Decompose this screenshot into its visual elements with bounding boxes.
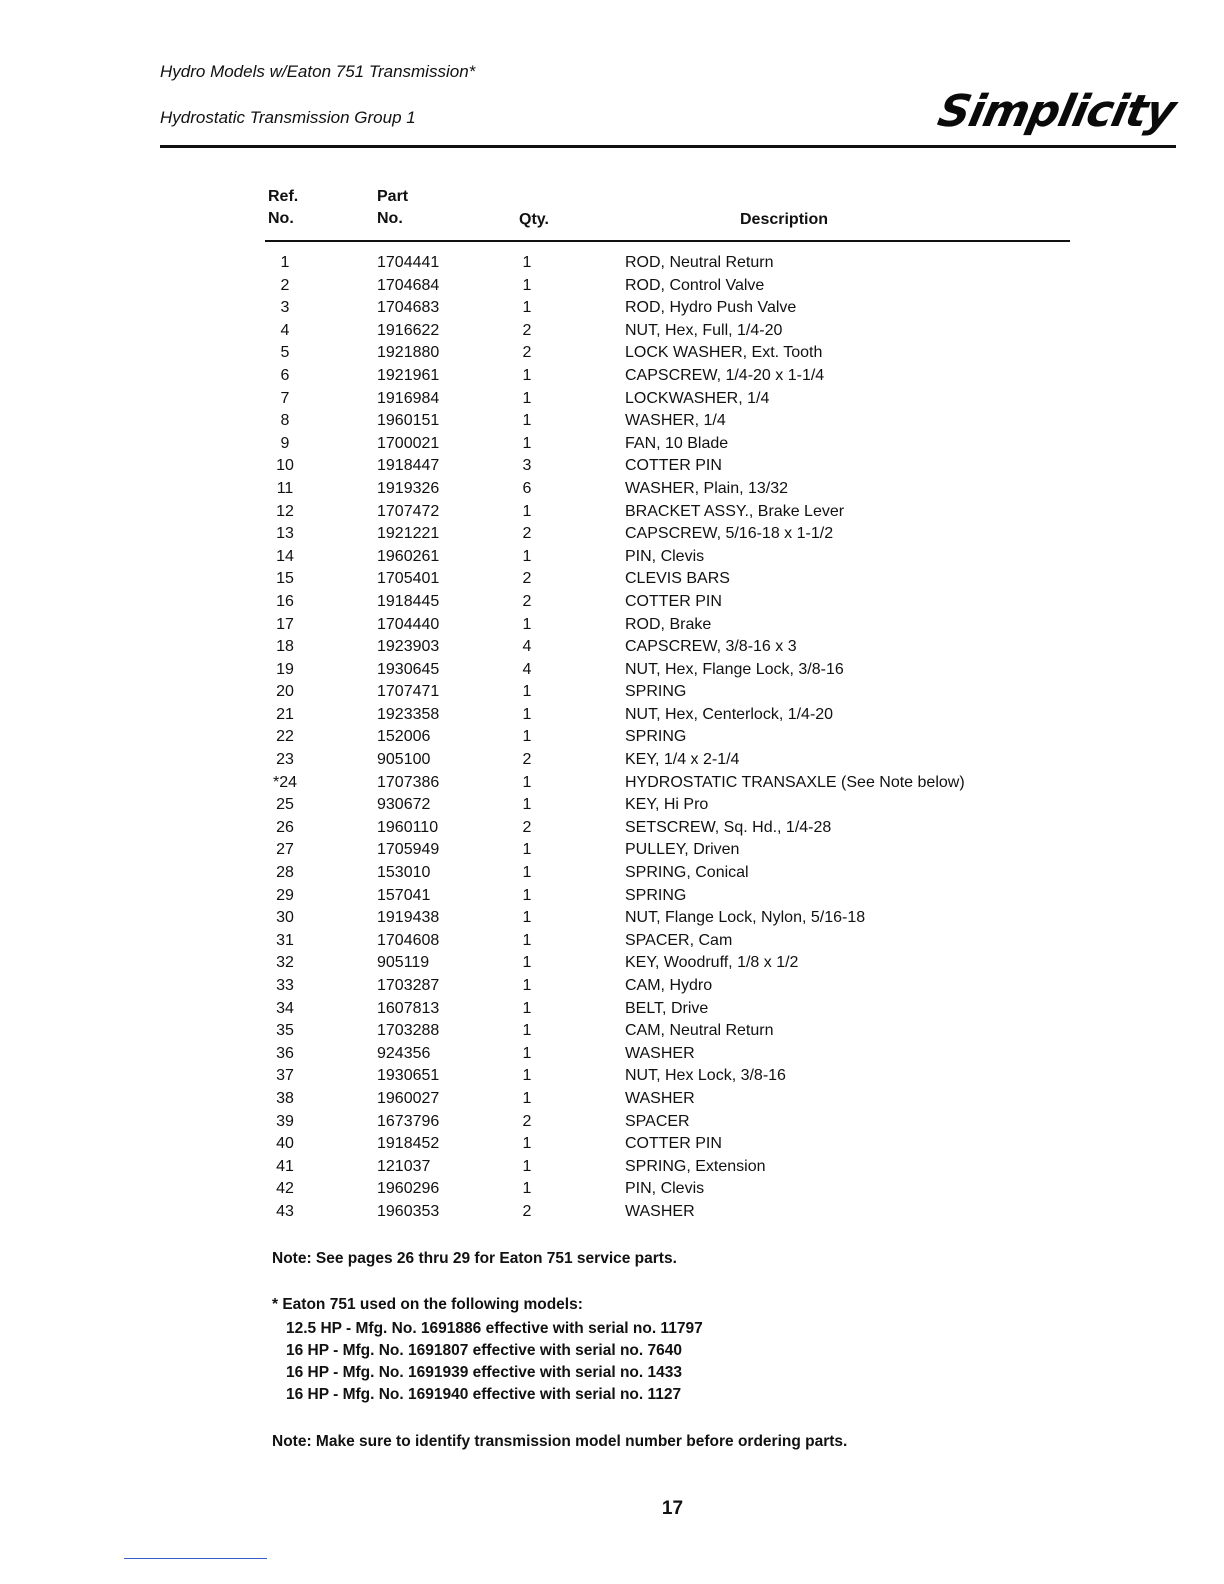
part-no-cell: 1704441 [377, 254, 440, 271]
part-no-cell: 1960296 [377, 1180, 440, 1198]
col-header-part-top: Part [377, 188, 409, 205]
description-cell: WASHER [625, 1202, 695, 1220]
description-cell: SPRING [625, 728, 687, 746]
qty-cell: 3 [522, 457, 532, 475]
table-header-divider [265, 240, 1070, 242]
bottom-link-underline [124, 1558, 267, 1559]
table-row [0, 772, 1224, 795]
qty-cell: 2 [522, 592, 532, 610]
description-cell: SPACER [625, 1112, 690, 1130]
table-row [0, 1201, 1224, 1224]
table-row [0, 275, 1224, 298]
ref-no-cell: 9 [280, 434, 290, 452]
part-no-cell: 1700021 [377, 434, 440, 452]
ref-no-cell: 1 [280, 254, 290, 271]
part-no-cell: 1707472 [377, 502, 440, 520]
table-row [0, 1020, 1224, 1043]
qty-cell: 1 [522, 299, 532, 317]
qty-cell: 1 [522, 1044, 532, 1062]
qty-cell: 1 [522, 502, 532, 520]
description-cell: PIN, Clevis [625, 547, 705, 565]
description-cell: PIN, Clevis [625, 1180, 705, 1198]
qty-cell: 1 [522, 728, 532, 746]
ref-no-cell: 15 [276, 570, 294, 588]
qty-cell: 1 [522, 1067, 532, 1085]
part-no-cell: 1916622 [377, 321, 440, 339]
part-no-cell: 930672 [377, 796, 431, 814]
description-cell: NUT, Hex Lock, 3/8-16 [625, 1067, 786, 1085]
part-no-cell: 153010 [377, 864, 431, 882]
header-divider [160, 145, 1176, 148]
table-row [0, 704, 1224, 727]
description-cell: SETSCREW, Sq. Hd., 1/4-28 [625, 818, 832, 836]
model-line: 12.5 HP - Mfg. No. 1691886 effective with serial no. 11797 [286, 1320, 703, 1337]
ref-no-cell: 29 [276, 886, 294, 904]
ref-no-cell: 39 [276, 1112, 294, 1130]
table-row [0, 365, 1224, 388]
ref-no-cell: 36 [276, 1044, 294, 1062]
qty-cell: 1 [522, 434, 532, 452]
table-row [0, 839, 1224, 862]
qty-cell: 1 [522, 977, 532, 994]
part-no-cell: 1607813 [377, 999, 440, 1017]
description-cell: CAPSCREW, 5/16-18 x 1-1/2 [625, 525, 834, 543]
description-cell: KEY, Hi Pro [625, 796, 709, 814]
model-line: 16 HP - Mfg. No. 1691939 effective with serial no. 1433 [286, 1364, 682, 1381]
table-row [0, 410, 1224, 433]
description-cell: WASHER, Plain, 13/32 [625, 479, 789, 497]
part-no-cell: 1704683 [377, 299, 440, 317]
description-cell: ROD, Control Valve [625, 276, 765, 294]
ref-no-cell: 25 [276, 796, 294, 814]
service-parts-note: Note: See pages 26 thru 29 for Eaton 751 service parts. [272, 1250, 677, 1267]
ref-no-cell: 6 [280, 366, 290, 384]
ref-no-cell: 40 [276, 1135, 294, 1153]
table-row [0, 681, 1224, 704]
ref-no-cell: 38 [276, 1089, 294, 1107]
table-row [0, 523, 1224, 546]
model-line: 16 HP - Mfg. No. 1691807 effective with serial no. 7640 [286, 1342, 682, 1359]
ref-no-cell: 41 [276, 1157, 294, 1175]
ref-no-cell: 17 [276, 615, 294, 633]
table-row [0, 546, 1224, 569]
qty-cell: 1 [522, 615, 532, 633]
part-no-cell: 1921961 [377, 366, 440, 384]
qty-cell: 1 [522, 547, 532, 565]
qty-cell: 1 [522, 1180, 532, 1198]
part-no-cell: 1916984 [377, 389, 440, 407]
qty-cell: 1 [522, 412, 532, 430]
parts-table-body [0, 252, 1224, 1224]
ref-no-cell: 37 [276, 1067, 294, 1085]
qty-cell: 2 [522, 570, 532, 588]
part-no-cell: 1919438 [377, 909, 440, 927]
table-row [0, 320, 1224, 343]
part-no-cell: 1704608 [377, 931, 440, 949]
table-row [0, 501, 1224, 524]
qty-cell: 1 [522, 254, 532, 271]
description-cell: SPRING, Extension [625, 1157, 766, 1175]
qty-cell: 2 [522, 1112, 532, 1130]
description-cell: LOCK WASHER, Ext. Tooth [625, 344, 823, 362]
part-no-cell: 905100 [377, 751, 431, 769]
ref-no-cell: 43 [276, 1202, 294, 1220]
qty-cell: 2 [522, 344, 532, 362]
table-row [0, 1065, 1224, 1088]
part-no-cell: 152006 [377, 728, 431, 746]
qty-cell: 1 [522, 1022, 532, 1040]
qty-cell: 1 [522, 796, 532, 814]
part-no-cell: 1918447 [377, 457, 440, 475]
identify-model-note: Note: Make sure to identify transmission model number before ordering parts. [272, 1433, 848, 1450]
col-header-part-bottom: No. [377, 210, 403, 227]
table-row [0, 952, 1224, 975]
ref-no-cell: 34 [276, 999, 294, 1017]
models-heading: * Eaton 751 used on the following models: [272, 1296, 583, 1313]
header-model-title: Hydro Models w/Eaton 751 Transmission* [160, 62, 476, 81]
ref-no-cell: 33 [276, 977, 294, 994]
ref-no-cell: 20 [276, 683, 294, 701]
ref-no-cell: *24 [272, 773, 298, 791]
part-no-cell: 1921880 [377, 344, 440, 362]
ref-no-cell: 30 [276, 909, 294, 927]
ref-no-cell: 2 [280, 276, 290, 294]
table-row [0, 455, 1224, 478]
col-header-ref-bottom: No. [268, 210, 294, 227]
qty-cell: 1 [522, 909, 532, 927]
model-line: 16 HP - Mfg. No. 1691940 effective with serial no. 1127 [286, 1386, 682, 1403]
qty-cell: 4 [522, 660, 532, 678]
ref-no-cell: 12 [276, 502, 294, 520]
table-row [0, 794, 1224, 817]
part-no-cell: 1703288 [377, 1022, 440, 1040]
table-row [0, 433, 1224, 456]
part-no-cell: 1921221 [377, 525, 440, 543]
ref-no-cell: 32 [276, 954, 294, 972]
table-row [0, 1133, 1224, 1156]
table-row [0, 817, 1224, 840]
part-no-cell: 1703287 [377, 977, 440, 994]
qty-cell: 2 [522, 1202, 532, 1220]
part-no-cell: 1704440 [377, 615, 440, 633]
qty-cell: 6 [522, 479, 532, 497]
table-row [0, 998, 1224, 1021]
ref-no-cell: 18 [276, 638, 294, 656]
col-header-qty: Qty. [519, 211, 549, 228]
col-header-ref-top: Ref. [268, 188, 299, 205]
description-cell: CAM, Hydro [625, 977, 713, 994]
description-cell: CAPSCREW, 1/4-20 x 1-1/4 [625, 366, 825, 384]
qty-cell: 2 [522, 818, 532, 836]
ref-no-cell: 26 [276, 818, 294, 836]
ref-no-cell: 16 [276, 592, 294, 610]
part-no-cell: 1960261 [377, 547, 440, 565]
description-cell: ROD, Brake [625, 615, 712, 633]
ref-no-cell: 35 [276, 1022, 294, 1040]
part-no-cell: 1918445 [377, 592, 440, 610]
ref-no-cell: 28 [276, 864, 294, 882]
qty-cell: 1 [522, 931, 532, 949]
part-no-cell: 1930651 [377, 1067, 440, 1085]
table-row [0, 388, 1224, 411]
table-row [0, 1156, 1224, 1179]
description-cell: NUT, Hex, Full, 1/4-20 [625, 321, 783, 339]
qty-cell: 1 [522, 276, 532, 294]
part-no-cell: 1704684 [377, 276, 440, 294]
part-no-cell: 1919326 [377, 479, 440, 497]
col-header-description: Description [740, 211, 829, 228]
qty-cell: 1 [522, 864, 532, 882]
ref-no-cell: 14 [276, 547, 294, 565]
ref-no-cell: 8 [280, 412, 290, 430]
table-row [0, 591, 1224, 614]
part-no-cell: 121037 [377, 1157, 431, 1175]
part-no-cell: 1960353 [377, 1202, 440, 1220]
qty-cell: 1 [522, 683, 532, 701]
table-row [0, 252, 1224, 275]
qty-cell: 1 [522, 773, 532, 791]
description-cell: ROD, Neutral Return [625, 254, 774, 271]
description-cell: NUT, Flange Lock, Nylon, 5/16-18 [625, 909, 866, 927]
part-no-cell: 1705949 [377, 841, 440, 859]
ref-no-cell: 19 [276, 660, 294, 678]
qty-cell: 2 [522, 751, 532, 769]
ref-no-cell: 22 [276, 728, 294, 746]
table-row [0, 1178, 1224, 1201]
part-no-cell: 1960027 [377, 1089, 440, 1107]
ref-no-cell: 42 [276, 1180, 294, 1198]
description-cell: HYDROSTATIC TRANSAXLE (See Note below) [625, 773, 965, 791]
description-cell: BELT, Drive [625, 999, 709, 1017]
ref-no-cell: 31 [276, 931, 294, 949]
table-row [0, 614, 1224, 637]
description-cell: NUT, Hex, Centerlock, 1/4-20 [625, 705, 834, 723]
qty-cell: 2 [522, 321, 532, 339]
description-cell: BRACKET ASSY., Brake Lever [625, 502, 845, 520]
description-cell: SPRING [625, 886, 687, 904]
description-cell: SPRING [625, 683, 687, 701]
table-row [0, 659, 1224, 682]
part-no-cell: 1923358 [377, 705, 440, 723]
description-cell: SPACER, Cam [625, 931, 733, 949]
description-cell: COTTER PIN [625, 592, 722, 610]
description-cell: ROD, Hydro Push Valve [625, 299, 797, 317]
table-row [0, 885, 1224, 908]
qty-cell: 1 [522, 1157, 532, 1175]
page-number: 17 [661, 1498, 684, 1519]
ref-no-cell: 23 [276, 751, 294, 769]
table-row [0, 726, 1224, 749]
description-cell: FAN, 10 Blade [625, 434, 729, 452]
part-no-cell: 924356 [377, 1044, 431, 1062]
ref-no-cell: 11 [276, 479, 294, 497]
part-no-cell: 1960151 [377, 412, 440, 430]
part-no-cell: 905119 [377, 954, 430, 972]
ref-no-cell: 13 [276, 525, 294, 543]
table-row [0, 1043, 1224, 1066]
ref-no-cell: 7 [280, 389, 290, 407]
part-no-cell: 1930645 [377, 660, 440, 678]
table-row [0, 342, 1224, 365]
qty-cell: 1 [522, 841, 532, 859]
table-row [0, 297, 1224, 320]
qty-cell: 2 [522, 525, 532, 543]
table-row [0, 1111, 1224, 1134]
table-row [0, 930, 1224, 953]
qty-cell: 1 [522, 1089, 532, 1107]
description-cell: CAPSCREW, 3/8-16 x 3 [625, 638, 797, 656]
ref-no-cell: 3 [280, 299, 290, 317]
ref-no-cell: 4 [280, 321, 290, 339]
description-cell: WASHER [625, 1089, 695, 1107]
description-cell: KEY, Woodruff, 1/8 x 1/2 [625, 954, 799, 972]
qty-cell: 1 [522, 886, 532, 904]
table-row [0, 975, 1224, 998]
qty-cell: 1 [522, 705, 532, 723]
description-cell: CLEVIS BARS [625, 570, 730, 588]
ref-no-cell: 27 [276, 841, 294, 859]
part-no-cell: 1918452 [377, 1135, 440, 1153]
qty-cell: 1 [522, 366, 532, 384]
part-no-cell: 1705401 [377, 570, 440, 588]
qty-cell: 4 [522, 638, 532, 656]
part-no-cell: 1707471 [377, 683, 440, 701]
qty-cell: 1 [522, 389, 532, 407]
table-row [0, 749, 1224, 772]
description-cell: LOCKWASHER, 1/4 [625, 389, 770, 407]
description-cell: KEY, 1/4 x 2-1/4 [625, 751, 740, 769]
ref-no-cell: 10 [276, 457, 294, 475]
table-row [0, 1088, 1224, 1111]
description-cell: COTTER PIN [625, 1135, 722, 1153]
description-cell: SPRING, Conical [625, 864, 749, 882]
description-cell: CAM, Neutral Return [625, 1022, 774, 1040]
part-no-cell: 1707386 [377, 773, 440, 791]
description-cell: WASHER [625, 1044, 695, 1062]
part-no-cell: 1673796 [377, 1112, 440, 1130]
ref-no-cell: 5 [280, 344, 290, 362]
table-row [0, 907, 1224, 930]
header-group-title: Hydrostatic Transmission Group 1 [160, 108, 416, 127]
table-row [0, 862, 1224, 885]
table-row [0, 478, 1224, 501]
ref-no-cell: 21 [276, 705, 294, 723]
qty-cell: 1 [522, 999, 532, 1017]
qty-cell: 1 [522, 954, 532, 972]
simplicity-logo: Simplicity [933, 86, 1180, 137]
part-no-cell: 1960110 [377, 818, 439, 836]
table-row [0, 636, 1224, 659]
description-cell: NUT, Hex, Flange Lock, 3/8-16 [625, 660, 844, 678]
description-cell: WASHER, 1/4 [625, 412, 726, 430]
description-cell: COTTER PIN [625, 457, 722, 475]
qty-cell: 1 [522, 1135, 532, 1153]
part-no-cell: 157041 [377, 886, 431, 904]
table-row [0, 568, 1224, 591]
part-no-cell: 1923903 [377, 638, 440, 656]
description-cell: PULLEY, Driven [625, 841, 740, 859]
